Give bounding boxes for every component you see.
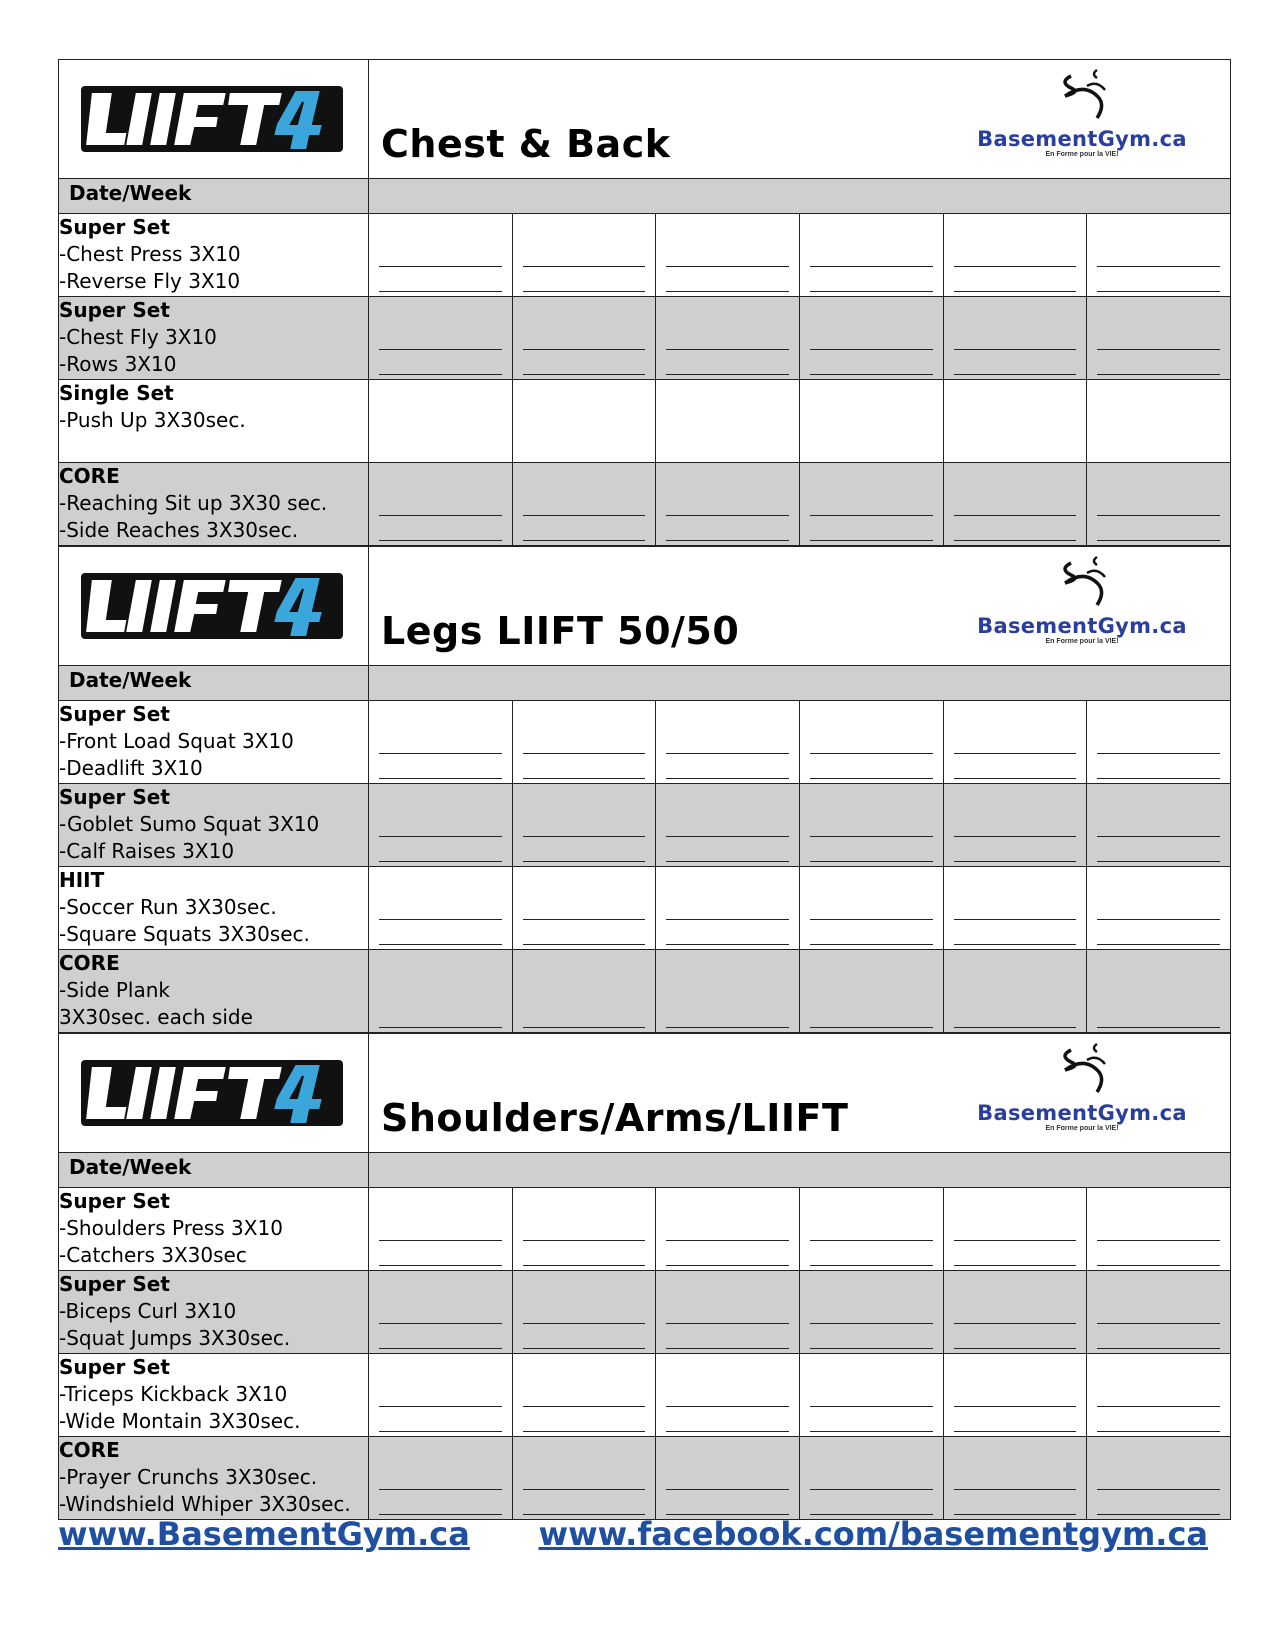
exercise-row xyxy=(59,867,1231,950)
blank-line[interactable] xyxy=(810,1406,933,1407)
week-4-entry[interactable] xyxy=(799,867,943,950)
section-2 xyxy=(58,546,1231,1033)
blank-line[interactable] xyxy=(666,1348,789,1349)
exercise-line: -Rows 3X10 xyxy=(59,352,177,376)
week-3-entry[interactable] xyxy=(656,950,800,1033)
exercise-line: -Biceps Curl 3X10 xyxy=(59,1299,237,1323)
blank-line[interactable] xyxy=(666,944,789,945)
brand-name: BasementGym.ca xyxy=(977,127,1187,151)
runner-icon xyxy=(1047,553,1117,609)
section-1 xyxy=(58,59,1231,546)
blank-line[interactable] xyxy=(810,1489,933,1490)
blank-line[interactable] xyxy=(810,1323,933,1324)
week-1-entry[interactable] xyxy=(369,1271,513,1354)
week-2-entry[interactable] xyxy=(512,1271,656,1354)
blank-line[interactable] xyxy=(523,836,646,837)
exercise-row xyxy=(59,297,1231,380)
set-type: Super Set xyxy=(59,1189,170,1213)
blank-line[interactable] xyxy=(810,753,933,754)
exercise-line: -Shoulders Press 3X10 xyxy=(59,1216,283,1240)
set-type: Super Set xyxy=(59,215,170,239)
blank-line[interactable] xyxy=(379,349,502,350)
set-type: CORE xyxy=(59,464,120,488)
blank-line[interactable] xyxy=(954,374,1077,375)
blank-line[interactable] xyxy=(1097,1489,1220,1490)
blank-line[interactable] xyxy=(379,1323,502,1324)
week-6-entry[interactable] xyxy=(1087,950,1231,1033)
set-type: CORE xyxy=(59,951,120,975)
exercise-line: -Catchers 3X30sec xyxy=(59,1243,247,1267)
week-3-entry[interactable] xyxy=(656,1271,800,1354)
blank-line[interactable] xyxy=(1097,540,1220,541)
week-4-entry[interactable] xyxy=(799,380,943,463)
svg-text:TM: TM xyxy=(327,632,338,639)
blank-line[interactable] xyxy=(954,778,1077,779)
blank-line[interactable] xyxy=(954,861,1077,862)
blank-line[interactable] xyxy=(954,1348,1077,1349)
exercise-row xyxy=(59,1437,1231,1520)
website-link[interactable]: www.BasementGym.ca xyxy=(58,1515,470,1553)
blank-line[interactable] xyxy=(1097,1027,1220,1028)
exercise-line: -Reaching Sit up 3X30 sec. xyxy=(59,491,328,515)
week-3-entry[interactable] xyxy=(656,1188,800,1271)
week-3-entry[interactable] xyxy=(656,1437,800,1520)
week-5-entry[interactable] xyxy=(943,1354,1087,1437)
blank-line[interactable] xyxy=(954,919,1077,920)
blank-line[interactable] xyxy=(379,291,502,292)
blank-line[interactable] xyxy=(954,349,1077,350)
week-4-entry[interactable] xyxy=(799,701,943,784)
week-1-entry[interactable] xyxy=(369,297,513,380)
svg-text:TM: TM xyxy=(327,1119,338,1126)
exercise-line: -Windshield Whiper 3X30sec. xyxy=(59,1492,351,1516)
exercise-row xyxy=(59,950,1231,1033)
blank-line[interactable] xyxy=(666,753,789,754)
week-6-entry[interactable] xyxy=(1087,701,1231,784)
blank-line[interactable] xyxy=(379,374,502,375)
blank-line[interactable] xyxy=(379,1265,502,1266)
week-1-entry[interactable] xyxy=(369,1188,513,1271)
week-6-entry[interactable] xyxy=(1087,1354,1231,1437)
blank-line[interactable] xyxy=(523,291,646,292)
blank-line[interactable] xyxy=(379,1348,502,1349)
liift4-logo xyxy=(77,80,347,158)
week-2-entry[interactable] xyxy=(512,463,656,546)
week-5-entry[interactable] xyxy=(943,1437,1087,1520)
week-2-entry[interactable] xyxy=(512,950,656,1033)
blank-line[interactable] xyxy=(666,266,789,267)
exercise-row xyxy=(59,701,1231,784)
blank-line[interactable] xyxy=(810,919,933,920)
exercise-line: -Reverse Fly 3X10 xyxy=(59,269,241,293)
blank-line[interactable] xyxy=(379,515,502,516)
blank-line[interactable] xyxy=(1097,374,1220,375)
section-title: Shoulders/Arms/LIIFT xyxy=(381,1096,849,1140)
blank-line[interactable] xyxy=(666,919,789,920)
logo-cell xyxy=(59,547,369,666)
blank-line[interactable] xyxy=(810,515,933,516)
week-5-entry[interactable] xyxy=(943,214,1087,297)
week-6-entry[interactable] xyxy=(1087,380,1231,463)
logo-cell xyxy=(59,60,369,179)
liift4-logo xyxy=(77,1054,347,1132)
week-3-entry[interactable] xyxy=(656,463,800,546)
week-2-entry[interactable] xyxy=(512,1354,656,1437)
blank-line[interactable] xyxy=(1097,1406,1220,1407)
blank-line[interactable] xyxy=(954,1489,1077,1490)
blank-line[interactable] xyxy=(810,836,933,837)
exercise-row xyxy=(59,463,1231,546)
exercise-line: -Goblet Sumo Squat 3X10 xyxy=(59,812,320,836)
blank-line[interactable] xyxy=(379,1406,502,1407)
week-2-entry[interactable] xyxy=(512,701,656,784)
exercise-row xyxy=(59,380,1231,463)
week-3-entry[interactable] xyxy=(656,701,800,784)
blank-line[interactable] xyxy=(810,291,933,292)
week-4-entry[interactable] xyxy=(799,784,943,867)
blank-line[interactable] xyxy=(1097,778,1220,779)
blank-line[interactable] xyxy=(523,1406,646,1407)
exercise-row xyxy=(59,1271,1231,1354)
blank-line[interactable] xyxy=(379,1431,502,1432)
week-4-entry[interactable] xyxy=(799,463,943,546)
week-6-entry[interactable] xyxy=(1087,867,1231,950)
brand-tagline: En Forme pour la VIE! xyxy=(1045,638,1119,645)
week-5-entry[interactable] xyxy=(943,463,1087,546)
week-4-entry[interactable] xyxy=(799,1354,943,1437)
set-type: Super Set xyxy=(59,298,170,322)
blank-line[interactable] xyxy=(810,1265,933,1266)
exercise-cell xyxy=(59,380,369,463)
blank-line[interactable] xyxy=(379,1489,502,1490)
blank-line[interactable] xyxy=(810,540,933,541)
blank-line[interactable] xyxy=(379,778,502,779)
date-week-label: Date/Week xyxy=(59,179,369,214)
exercise-line: -Chest Fly 3X10 xyxy=(59,325,217,349)
blank-line[interactable] xyxy=(523,1489,646,1490)
brand-name: BasementGym.ca xyxy=(977,1101,1187,1125)
week-6-entry[interactable] xyxy=(1087,1271,1231,1354)
exercise-row xyxy=(59,214,1231,297)
week-1-entry[interactable] xyxy=(369,1354,513,1437)
blank-line[interactable] xyxy=(379,919,502,920)
blank-line[interactable] xyxy=(666,1406,789,1407)
set-type: Super Set xyxy=(59,702,170,726)
blank-line[interactable] xyxy=(1097,753,1220,754)
blank-line[interactable] xyxy=(810,861,933,862)
week-5-entry[interactable] xyxy=(943,297,1087,380)
set-type: Single Set xyxy=(59,381,174,405)
week-2-entry[interactable] xyxy=(512,1437,656,1520)
blank-line[interactable] xyxy=(379,753,502,754)
week-6-entry[interactable] xyxy=(1087,214,1231,297)
exercise-line: -Calf Raises 3X10 xyxy=(59,839,235,863)
blank-line[interactable] xyxy=(523,753,646,754)
week-1-entry[interactable] xyxy=(369,950,513,1033)
blank-line[interactable] xyxy=(954,291,1077,292)
week-3-entry[interactable] xyxy=(656,1354,800,1437)
blank-line[interactable] xyxy=(666,374,789,375)
week-2-entry[interactable] xyxy=(512,297,656,380)
blank-line[interactable] xyxy=(1097,944,1220,945)
week-6-entry[interactable] xyxy=(1087,297,1231,380)
blank-line[interactable] xyxy=(666,1323,789,1324)
week-1-entry[interactable] xyxy=(369,380,513,463)
blank-line[interactable] xyxy=(810,1027,933,1028)
blank-line[interactable] xyxy=(379,1240,502,1241)
week-4-entry[interactable] xyxy=(799,297,943,380)
blank-line[interactable] xyxy=(954,944,1077,945)
blank-line[interactable] xyxy=(1097,1348,1220,1349)
blank-line[interactable] xyxy=(1097,515,1220,516)
blank-line[interactable] xyxy=(1097,1265,1220,1266)
exercise-line: -Side Reaches 3X30sec. xyxy=(59,518,299,542)
blank-line[interactable] xyxy=(523,1431,646,1432)
week-2-entry[interactable] xyxy=(512,867,656,950)
svg-text:TM: TM xyxy=(327,145,338,152)
blank-line[interactable] xyxy=(523,374,646,375)
exercise-cell xyxy=(59,463,369,546)
week-5-entry[interactable] xyxy=(943,701,1087,784)
date-week-field[interactable] xyxy=(369,1153,1231,1188)
week-4-entry[interactable] xyxy=(799,214,943,297)
blank-line[interactable] xyxy=(666,540,789,541)
blank-line[interactable] xyxy=(810,1348,933,1349)
exercise-cell xyxy=(59,1271,369,1354)
blank-line[interactable] xyxy=(523,1348,646,1349)
exercise-line: -Squat Jumps 3X30sec. xyxy=(59,1326,291,1350)
blank-line[interactable] xyxy=(810,778,933,779)
week-5-entry[interactable] xyxy=(943,1188,1087,1271)
blank-line[interactable] xyxy=(523,1027,646,1028)
blank-line[interactable] xyxy=(666,778,789,779)
week-2-entry[interactable] xyxy=(512,380,656,463)
exercise-row xyxy=(59,1354,1231,1437)
blank-line[interactable] xyxy=(666,349,789,350)
week-1-entry[interactable] xyxy=(369,214,513,297)
liift4-logo xyxy=(77,567,347,645)
blank-line[interactable] xyxy=(810,1431,933,1432)
blank-line[interactable] xyxy=(954,1265,1077,1266)
week-5-entry[interactable] xyxy=(943,380,1087,463)
exercise-line: 3X30sec. each side xyxy=(59,1005,253,1029)
blank-line[interactable] xyxy=(810,374,933,375)
logo-cell xyxy=(59,1034,369,1153)
week-5-entry[interactable] xyxy=(943,950,1087,1033)
week-3-entry[interactable] xyxy=(656,380,800,463)
week-2-entry[interactable] xyxy=(512,214,656,297)
runner-icon xyxy=(1047,66,1117,122)
blank-line[interactable] xyxy=(523,861,646,862)
exercise-row xyxy=(59,1188,1231,1271)
set-type: Super Set xyxy=(59,1355,170,1379)
exercise-cell xyxy=(59,1188,369,1271)
week-2-entry[interactable] xyxy=(512,784,656,867)
brand-tagline: En Forme pour la VIE! xyxy=(1045,151,1119,158)
exercise-cell xyxy=(59,867,369,950)
blank-line[interactable] xyxy=(379,861,502,862)
exercise-cell xyxy=(59,784,369,867)
blank-line[interactable] xyxy=(666,1240,789,1241)
week-6-entry[interactable] xyxy=(1087,784,1231,867)
blank-line[interactable] xyxy=(666,1431,789,1432)
week-6-entry[interactable] xyxy=(1087,463,1231,546)
blank-line[interactable] xyxy=(1097,1323,1220,1324)
section-title: Legs LIIFT 50/50 xyxy=(381,609,740,653)
set-type: Super Set xyxy=(59,785,170,809)
blank-line[interactable] xyxy=(379,1027,502,1028)
workout-sheet xyxy=(58,59,1231,1520)
week-3-entry[interactable] xyxy=(656,867,800,950)
exercise-line: -Triceps Kickback 3X10 xyxy=(59,1382,288,1406)
exercise-cell xyxy=(59,1437,369,1520)
week-3-entry[interactable] xyxy=(656,784,800,867)
blank-line[interactable] xyxy=(523,944,646,945)
brand-name: BasementGym.ca xyxy=(977,614,1187,638)
blank-line[interactable] xyxy=(810,944,933,945)
blank-line[interactable] xyxy=(954,266,1077,267)
exercise-line: -Push Up 3X30sec. xyxy=(59,408,246,432)
blank-line[interactable] xyxy=(666,291,789,292)
blank-line[interactable] xyxy=(1097,1240,1220,1241)
section-title: Chest & Back xyxy=(381,122,671,166)
blank-line[interactable] xyxy=(666,515,789,516)
exercise-line: -Side Plank xyxy=(59,978,170,1002)
exercise-cell xyxy=(59,1354,369,1437)
exercise-row xyxy=(59,784,1231,867)
blank-line[interactable] xyxy=(954,1431,1077,1432)
week-4-entry[interactable] xyxy=(799,1188,943,1271)
basementgym-logo xyxy=(962,1040,1202,1140)
blank-line[interactable] xyxy=(810,349,933,350)
exercise-line: -Square Squats 3X30sec. xyxy=(59,922,310,946)
blank-line[interactable] xyxy=(666,836,789,837)
blank-line[interactable] xyxy=(1097,836,1220,837)
week-5-entry[interactable] xyxy=(943,1271,1087,1354)
week-4-entry[interactable] xyxy=(799,950,943,1033)
week-5-entry[interactable] xyxy=(943,784,1087,867)
week-3-entry[interactable] xyxy=(656,297,800,380)
blank-line[interactable] xyxy=(1097,266,1220,267)
blank-line[interactable] xyxy=(379,944,502,945)
blank-line[interactable] xyxy=(1097,919,1220,920)
exercise-line: -Prayer Crunchs 3X30sec. xyxy=(59,1465,318,1489)
week-4-entry[interactable] xyxy=(799,1271,943,1354)
blank-line[interactable] xyxy=(954,1406,1077,1407)
blank-line[interactable] xyxy=(523,919,646,920)
set-type: HIIT xyxy=(59,868,105,892)
exercise-cell xyxy=(59,297,369,380)
blank-line[interactable] xyxy=(954,515,1077,516)
blank-line[interactable] xyxy=(810,1240,933,1241)
blank-line[interactable] xyxy=(954,753,1077,754)
blank-line[interactable] xyxy=(666,1265,789,1266)
brand-tagline: En Forme pour la VIE! xyxy=(1045,1125,1119,1132)
exercise-line: -Front Load Squat 3X10 xyxy=(59,729,294,753)
blank-line[interactable] xyxy=(379,836,502,837)
blank-line[interactable] xyxy=(666,861,789,862)
exercise-line: -Wide Montain 3X30sec. xyxy=(59,1409,301,1433)
blank-line[interactable] xyxy=(954,1323,1077,1324)
blank-line[interactable] xyxy=(954,1027,1077,1028)
exercise-line: -Chest Press 3X10 xyxy=(59,242,241,266)
blank-line[interactable] xyxy=(523,1323,646,1324)
week-1-entry[interactable] xyxy=(369,784,513,867)
blank-line[interactable] xyxy=(523,540,646,541)
date-week-field[interactable] xyxy=(369,666,1231,701)
exercise-line: -Deadlift 3X10 xyxy=(59,756,203,780)
blank-line[interactable] xyxy=(523,778,646,779)
blank-line[interactable] xyxy=(1097,349,1220,350)
exercise-line: -Soccer Run 3X30sec. xyxy=(59,895,277,919)
blank-line[interactable] xyxy=(954,540,1077,541)
set-type: CORE xyxy=(59,1438,120,1462)
blank-line[interactable] xyxy=(1097,861,1220,862)
week-6-entry[interactable] xyxy=(1087,1437,1231,1520)
week-3-entry[interactable] xyxy=(656,214,800,297)
week-1-entry[interactable] xyxy=(369,701,513,784)
week-5-entry[interactable] xyxy=(943,867,1087,950)
runner-icon xyxy=(1047,1040,1117,1096)
set-type: Super Set xyxy=(59,1272,170,1296)
exercise-cell xyxy=(59,214,369,297)
blank-line[interactable] xyxy=(954,1240,1077,1241)
blank-line[interactable] xyxy=(1097,291,1220,292)
exercise-cell xyxy=(59,701,369,784)
section-3 xyxy=(58,1033,1231,1520)
week-1-entry[interactable] xyxy=(369,1437,513,1520)
date-week-label: Date/Week xyxy=(59,666,369,701)
blank-line[interactable] xyxy=(1097,1431,1220,1432)
facebook-link[interactable]: www.facebook.com/basementgym.ca xyxy=(538,1515,1208,1553)
basementgym-logo xyxy=(962,66,1202,166)
week-6-entry[interactable] xyxy=(1087,1188,1231,1271)
basementgym-logo xyxy=(962,553,1202,653)
week-2-entry[interactable] xyxy=(512,1188,656,1271)
blank-line[interactable] xyxy=(523,515,646,516)
date-week-field[interactable] xyxy=(369,179,1231,214)
blank-line[interactable] xyxy=(954,836,1077,837)
blank-line[interactable] xyxy=(810,266,933,267)
blank-line[interactable] xyxy=(523,1265,646,1266)
blank-line[interactable] xyxy=(379,266,502,267)
blank-line[interactable] xyxy=(666,1027,789,1028)
blank-line[interactable] xyxy=(523,1240,646,1241)
blank-line[interactable] xyxy=(523,349,646,350)
blank-line[interactable] xyxy=(379,540,502,541)
exercise-cell xyxy=(59,950,369,1033)
week-4-entry[interactable] xyxy=(799,1437,943,1520)
week-1-entry[interactable] xyxy=(369,463,513,546)
week-1-entry[interactable] xyxy=(369,867,513,950)
blank-line[interactable] xyxy=(666,1489,789,1490)
blank-line[interactable] xyxy=(523,266,646,267)
date-week-label: Date/Week xyxy=(59,1153,369,1188)
